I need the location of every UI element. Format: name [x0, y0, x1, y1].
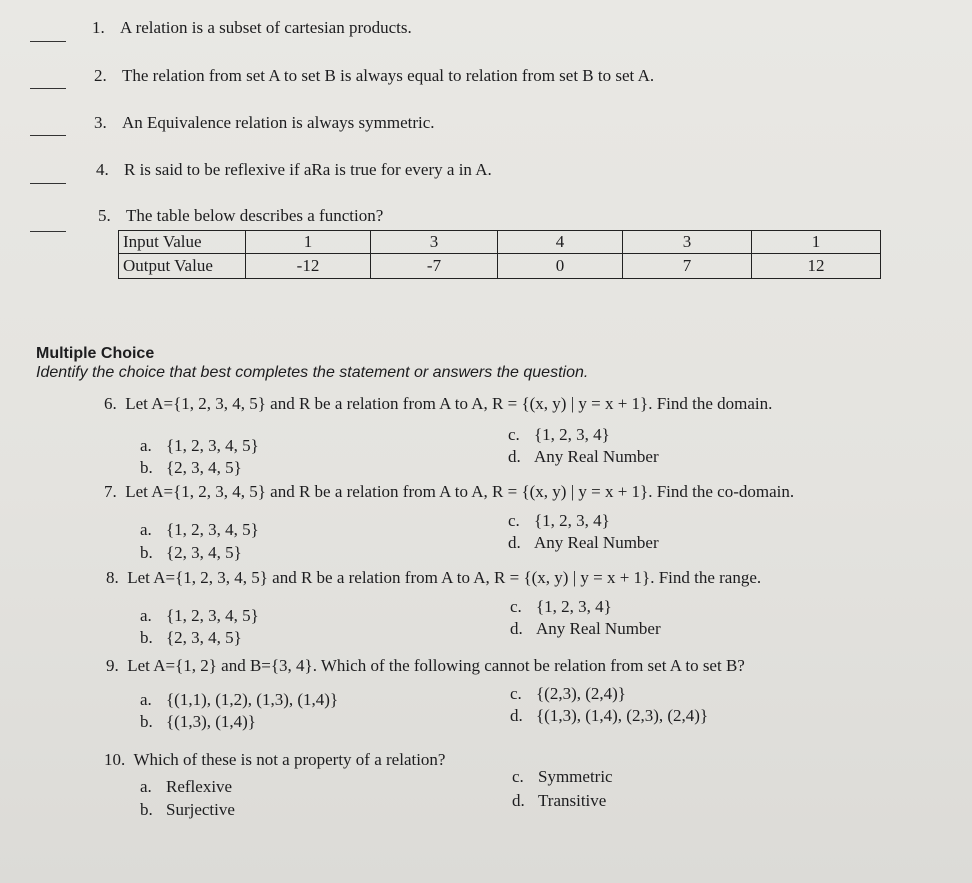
option-letter: c.	[508, 511, 520, 530]
output-value-header: Output Value	[119, 254, 246, 279]
option-7b[interactable]	[140, 543, 242, 563]
option-letter: a.	[140, 690, 152, 709]
option-text: {(1,3), (1,4), (2,3), (2,4)}	[536, 706, 709, 725]
question-number: 9.	[106, 656, 119, 675]
option-text: {(2,3), (2,4)}	[536, 684, 626, 703]
option-7a[interactable]	[140, 520, 259, 540]
option-letter: b.	[140, 458, 153, 477]
option-10d[interactable]	[512, 791, 606, 811]
section-instructions: Identify the choice that best completes the statement or answers the question.	[36, 364, 589, 381]
item-text: The relation from set A to set B is always equal to relation from set B to set A.	[122, 66, 655, 85]
input-cell-2: 3	[371, 231, 498, 254]
answer-blank-2[interactable]	[30, 88, 66, 89]
option-text: {1, 2, 3, 4, 5}	[166, 606, 259, 625]
question-number: 8.	[106, 568, 119, 587]
option-text: Surjective	[166, 800, 235, 819]
option-text: {1, 2, 3, 4, 5}	[166, 520, 259, 539]
option-10c[interactable]	[512, 767, 613, 787]
option-text: {(1,1), (1,2), (1,3), (1,4)}	[166, 690, 339, 709]
item-text: A relation is a subset of cartesian products.	[120, 18, 412, 37]
question-7	[104, 482, 794, 502]
option-text: {1, 2, 3, 4}	[536, 597, 612, 616]
option-text: Any Real Number	[534, 447, 659, 466]
item-text: An Equivalence relation is always symmetric.	[122, 113, 435, 132]
output-cell-3: 0	[498, 254, 623, 279]
item-number: 1.	[92, 18, 105, 37]
option-10a[interactable]	[140, 777, 232, 797]
option-6b[interactable]	[140, 458, 242, 478]
option-letter: a.	[140, 520, 152, 539]
option-letter: d.	[512, 791, 525, 810]
section-title: Multiple Choice	[36, 345, 155, 362]
input-value-header: Input Value	[119, 231, 246, 254]
option-letter: a.	[140, 606, 152, 625]
output-cell-1: -12	[246, 254, 371, 279]
option-10b[interactable]	[140, 800, 235, 820]
answer-blank-4[interactable]	[30, 183, 66, 184]
option-text: {2, 3, 4, 5}	[166, 458, 242, 477]
option-7c[interactable]	[508, 511, 610, 531]
question-8	[106, 568, 761, 588]
option-letter: c.	[510, 597, 522, 616]
option-6d[interactable]	[508, 447, 659, 467]
option-text: {(1,3), (1,4)}	[166, 712, 256, 731]
option-letter: a.	[140, 436, 152, 455]
question-text: Which of these is not a property of a relation?	[133, 750, 446, 769]
option-letter: b.	[140, 628, 153, 647]
tf-item-5	[98, 206, 383, 226]
option-text: {2, 3, 4, 5}	[166, 628, 242, 647]
question-6	[104, 394, 772, 414]
option-9c[interactable]	[510, 684, 626, 704]
option-8c[interactable]	[510, 597, 612, 617]
function-table	[118, 230, 881, 279]
table-row-outputs	[119, 254, 881, 279]
option-text: {1, 2, 3, 4}	[534, 511, 610, 530]
option-8d[interactable]	[510, 619, 661, 639]
option-letter: b.	[140, 800, 153, 819]
tf-item-4	[96, 160, 492, 180]
output-cell-2: -7	[371, 254, 498, 279]
option-text: {1, 2, 3, 4}	[534, 425, 610, 444]
tf-item-3	[94, 113, 435, 133]
tf-item-1	[92, 18, 412, 38]
question-number: 7.	[104, 482, 117, 501]
item-number: 3.	[94, 113, 107, 132]
option-letter: a.	[140, 777, 152, 796]
question-text: Let A={1, 2, 3, 4, 5} and R be a relation from A to A, R = {(x, y) | y = x + 1}. Find the domain.	[125, 394, 773, 413]
input-cell-5: 1	[752, 231, 881, 254]
option-text: Any Real Number	[534, 533, 659, 552]
answer-blank-5[interactable]	[30, 231, 66, 232]
table-row-inputs	[119, 231, 881, 254]
input-cell-3: 4	[498, 231, 623, 254]
option-letter: d.	[510, 619, 523, 638]
output-cell-4: 7	[623, 254, 752, 279]
option-8b[interactable]	[140, 628, 242, 648]
option-letter: d.	[510, 706, 523, 725]
option-text: Any Real Number	[536, 619, 661, 638]
option-9d[interactable]	[510, 706, 708, 726]
input-cell-4: 3	[623, 231, 752, 254]
option-text: Reflexive	[166, 777, 233, 796]
option-letter: c.	[508, 425, 520, 444]
question-text: Let A={1, 2, 3, 4, 5} and R be a relation from A to A, R = {(x, y) | y = x + 1}. Find the co-domain.	[125, 482, 795, 501]
option-9b[interactable]	[140, 712, 256, 732]
question-text: Let A={1, 2} and B={3, 4}. Which of the following cannot be relation from set A to set B?	[127, 656, 745, 675]
question-number: 6.	[104, 394, 117, 413]
option-letter: b.	[140, 543, 153, 562]
item-number: 2.	[94, 66, 107, 85]
option-letter: c.	[510, 684, 522, 703]
answer-blank-3[interactable]	[30, 135, 66, 136]
question-9	[106, 656, 745, 676]
item-text: The table below describes a function?	[126, 206, 384, 225]
option-8a[interactable]	[140, 606, 259, 626]
option-9a[interactable]	[140, 690, 338, 710]
question-10	[104, 750, 445, 770]
answer-blank-1[interactable]	[30, 41, 66, 42]
option-text: {2, 3, 4, 5}	[166, 543, 242, 562]
tf-item-2	[94, 66, 654, 86]
input-cell-1: 1	[246, 231, 371, 254]
option-letter: d.	[508, 447, 521, 466]
option-7d[interactable]	[508, 533, 659, 553]
item-number: 4.	[96, 160, 109, 179]
option-6a[interactable]	[140, 436, 259, 456]
question-text: Let A={1, 2, 3, 4, 5} and R be a relation from A to A, R = {(x, y) | y = x + 1}. Find the range.	[127, 568, 762, 587]
question-number: 10.	[104, 750, 126, 769]
item-number: 5.	[98, 206, 111, 225]
option-text: {1, 2, 3, 4, 5}	[166, 436, 259, 455]
option-6c[interactable]	[508, 425, 610, 445]
option-letter: b.	[140, 712, 153, 731]
option-text: Symmetric	[538, 767, 613, 786]
option-letter: d.	[508, 533, 521, 552]
option-text: Transitive	[538, 791, 607, 810]
item-text: R is said to be reflexive if aRa is true for every a in A.	[124, 160, 492, 179]
output-cell-5: 12	[752, 254, 881, 279]
option-letter: c.	[512, 767, 524, 786]
